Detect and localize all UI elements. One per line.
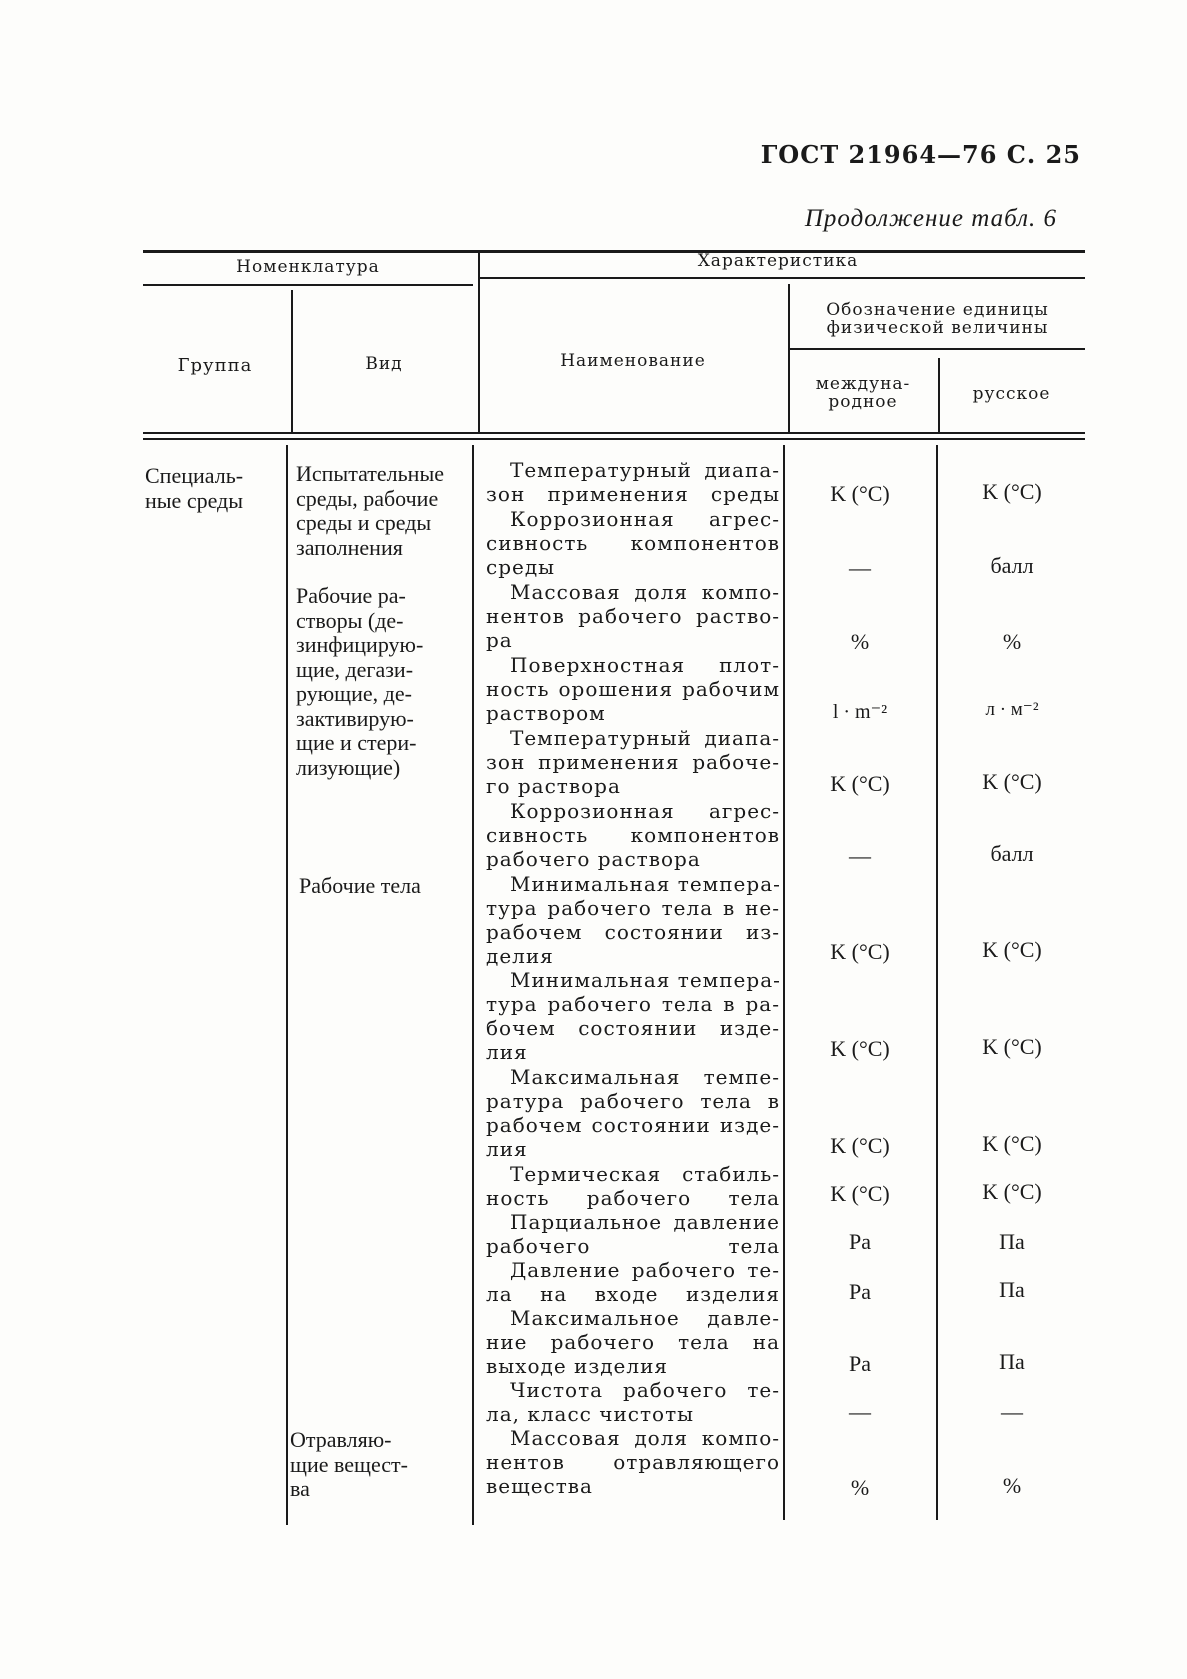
- table-row-name: [486, 653, 780, 725]
- header-unit-designation: [790, 301, 1085, 337]
- name-line: выходе изделия: [486, 1354, 669, 1378]
- unit-russian: Па: [999, 1277, 1025, 1302]
- table-row-name: [486, 1162, 780, 1210]
- unit-international: K (°C): [830, 1133, 890, 1158]
- name-line: Температурный диапа-: [510, 458, 780, 482]
- unit-russian: K (°C): [982, 1179, 1042, 1204]
- name-line: ние рабочего тела на: [486, 1330, 780, 1354]
- name-line: лия: [486, 1137, 528, 1161]
- name-line: Коррозионная агрес-: [510, 799, 780, 823]
- unit-russian: %: [1002, 629, 1022, 654]
- header-nomenclature: Номенклатура: [236, 257, 380, 277]
- unit-russian: —: [1001, 1399, 1023, 1424]
- kind-line: среды и среды: [296, 510, 432, 535]
- characteristic-header-rule: [478, 277, 1085, 279]
- name-line: нентов рабочего раство-: [486, 604, 780, 628]
- name-line: Чистота рабочего те-: [510, 1378, 780, 1402]
- name-line: Давление рабочего те-: [510, 1258, 780, 1282]
- unit-international: K (°C): [830, 1181, 890, 1206]
- unit-international: K (°C): [830, 939, 890, 964]
- unit-russian: балл: [990, 553, 1034, 578]
- name-line: Максимальная темпе-: [510, 1065, 780, 1089]
- table-row-name: [486, 580, 780, 652]
- name-line: Массовая доля компо-: [510, 580, 780, 604]
- name-line: делия: [486, 944, 554, 968]
- kind-line: Рабочие тела: [299, 873, 421, 898]
- kind-line: щие, дегази-: [296, 656, 414, 682]
- header-kind: Вид: [365, 354, 403, 374]
- name-line: Термическая стабиль-: [510, 1162, 780, 1186]
- unit-international: Pa: [849, 1351, 871, 1376]
- name-line: зон применения среды: [486, 482, 780, 506]
- kind-line: Испытательные: [296, 461, 444, 486]
- table-row-name: [486, 1258, 780, 1306]
- unit-international: K (°C): [830, 481, 890, 506]
- header-bottom-rule-2: [143, 438, 1085, 440]
- unit-russian: Па: [999, 1349, 1025, 1374]
- name-line: ла на входе изделия: [486, 1282, 780, 1306]
- group-cell: [145, 464, 275, 513]
- header-unit-line-2: физической величины: [826, 318, 1049, 338]
- name-line: сивность компонентов: [486, 823, 780, 847]
- name-line: рабочем состоянии из-: [486, 920, 780, 944]
- name-line: ла, класс чистоты: [486, 1402, 695, 1426]
- table-row-name: [486, 1378, 780, 1426]
- name-line: зон применения рабоче-: [486, 750, 780, 774]
- kind-line: зактивирую-: [296, 705, 414, 731]
- kind-cell: [296, 584, 476, 780]
- unit-international: K (°C): [830, 771, 890, 796]
- unit-russian: K (°C): [982, 769, 1042, 794]
- unit-international: Pa: [849, 1229, 871, 1254]
- col-divider-group-kind-body: [286, 445, 288, 1525]
- kind-line: ва: [290, 1476, 310, 1501]
- header-unit-line-1: Обозначение единицы: [826, 300, 1049, 320]
- unit-international: l · m⁻²: [832, 701, 888, 723]
- kind-line: Рабочие ра-: [296, 583, 406, 608]
- table-row-name: [486, 799, 780, 871]
- name-line: Температурный диапа-: [510, 726, 780, 750]
- name-line: среды: [486, 555, 556, 579]
- unit-international: —: [849, 555, 871, 580]
- name-line: ра: [486, 628, 513, 652]
- group-line: ные среды: [145, 487, 244, 513]
- table-row-name: [486, 1426, 780, 1498]
- header-international-line-2: родное: [828, 392, 898, 412]
- name-line: тура рабочего тела в не-: [486, 896, 780, 920]
- name-line: бочем состоянии изде-: [486, 1016, 780, 1040]
- name-line: Минимальная темпера-: [510, 968, 781, 992]
- header-international-line-1: междуна-: [815, 374, 911, 394]
- name-line: Поверхностная плот-: [510, 653, 780, 677]
- col-divider-kind-name: [478, 252, 480, 434]
- kind-line: заполнения: [296, 534, 403, 560]
- document-reference: ГОСТ 21964—76 С. 25: [760, 140, 1081, 169]
- header-group: Группа: [177, 355, 253, 376]
- table-row-name: [486, 1306, 780, 1378]
- name-line: Массовая доля компо-: [510, 1426, 780, 1450]
- unit-international: K (°C): [830, 1036, 890, 1061]
- table-row-name: [486, 872, 780, 968]
- name-line: ратура рабочего тела в: [486, 1089, 780, 1113]
- name-line: рабочем состоянии изде-: [486, 1113, 780, 1137]
- header-name: Наименование: [560, 351, 706, 371]
- table-continuation-caption: Продолжение табл. 6: [804, 205, 1057, 232]
- unit-international: %: [850, 629, 870, 654]
- table-row-name: [486, 507, 780, 579]
- table-row-name: [486, 726, 780, 798]
- name-line: Максимальное давле-: [510, 1306, 780, 1330]
- unit-russian: K (°C): [982, 479, 1042, 504]
- name-line: Коррозионная агрес-: [510, 507, 780, 531]
- name-line: Парциальное давление: [510, 1210, 780, 1234]
- unit-russian: K (°C): [982, 1131, 1042, 1156]
- col-divider-group-kind: [291, 290, 293, 434]
- table-row-name: [486, 1065, 780, 1161]
- name-line: ность рабочего тела: [486, 1186, 780, 1210]
- table-row-name: [486, 1210, 780, 1258]
- unit-russian: K (°C): [982, 1034, 1042, 1059]
- kind-cell: [299, 874, 479, 899]
- name-line: го раствора: [486, 774, 621, 798]
- kind-line: среды, рабочие: [296, 485, 439, 511]
- unit-russian: Па: [999, 1229, 1025, 1254]
- kind-line: щие вещест-: [290, 1451, 408, 1477]
- kind-line: рующие, де-: [296, 681, 412, 706]
- name-line: Минимальная темпера-: [510, 872, 781, 896]
- header-characteristic: Характеристика: [697, 251, 859, 271]
- name-line: вещества: [486, 1474, 593, 1498]
- header-international: [790, 375, 936, 411]
- header-russian: русское: [972, 384, 1051, 404]
- unit-russian: л · м⁻²: [985, 699, 1039, 720]
- kind-line: лизующие): [296, 754, 401, 780]
- unit-international: —: [849, 843, 871, 868]
- unit-russian: %: [1002, 1473, 1022, 1498]
- name-line: нентов отравляющего: [486, 1450, 780, 1474]
- unit-international: —: [849, 1399, 871, 1424]
- name-line: рабочего тела: [486, 1234, 780, 1258]
- kind-line: щие и стери-: [296, 730, 417, 755]
- kind-cell: [290, 1428, 470, 1502]
- nomenclature-header-rule: [143, 284, 473, 286]
- name-line: сивность компонентов: [486, 531, 780, 555]
- table-row-name: [486, 968, 780, 1064]
- name-line: раствором: [486, 701, 606, 725]
- unit-international: %: [850, 1475, 870, 1500]
- kind-line: Отравляю-: [290, 1427, 392, 1452]
- table-row-name: [486, 458, 780, 506]
- unit-international: Pa: [849, 1279, 871, 1304]
- name-line: рабочего раствора: [486, 847, 701, 871]
- name-line: тура рабочего тела в ра-: [486, 992, 780, 1016]
- kind-cell: [296, 462, 476, 560]
- unit-russian: балл: [990, 841, 1034, 866]
- name-line: ность орошения рабочим: [486, 677, 780, 701]
- group-line: Специаль-: [145, 463, 244, 488]
- header-bottom-rule-1: [143, 432, 1085, 434]
- unit-russian: K (°C): [982, 937, 1042, 962]
- kind-line: зинфицирую-: [296, 632, 424, 657]
- kind-line: створы (де-: [296, 607, 404, 633]
- name-line: лия: [486, 1040, 528, 1064]
- unit-subheader-rule: [789, 348, 1085, 350]
